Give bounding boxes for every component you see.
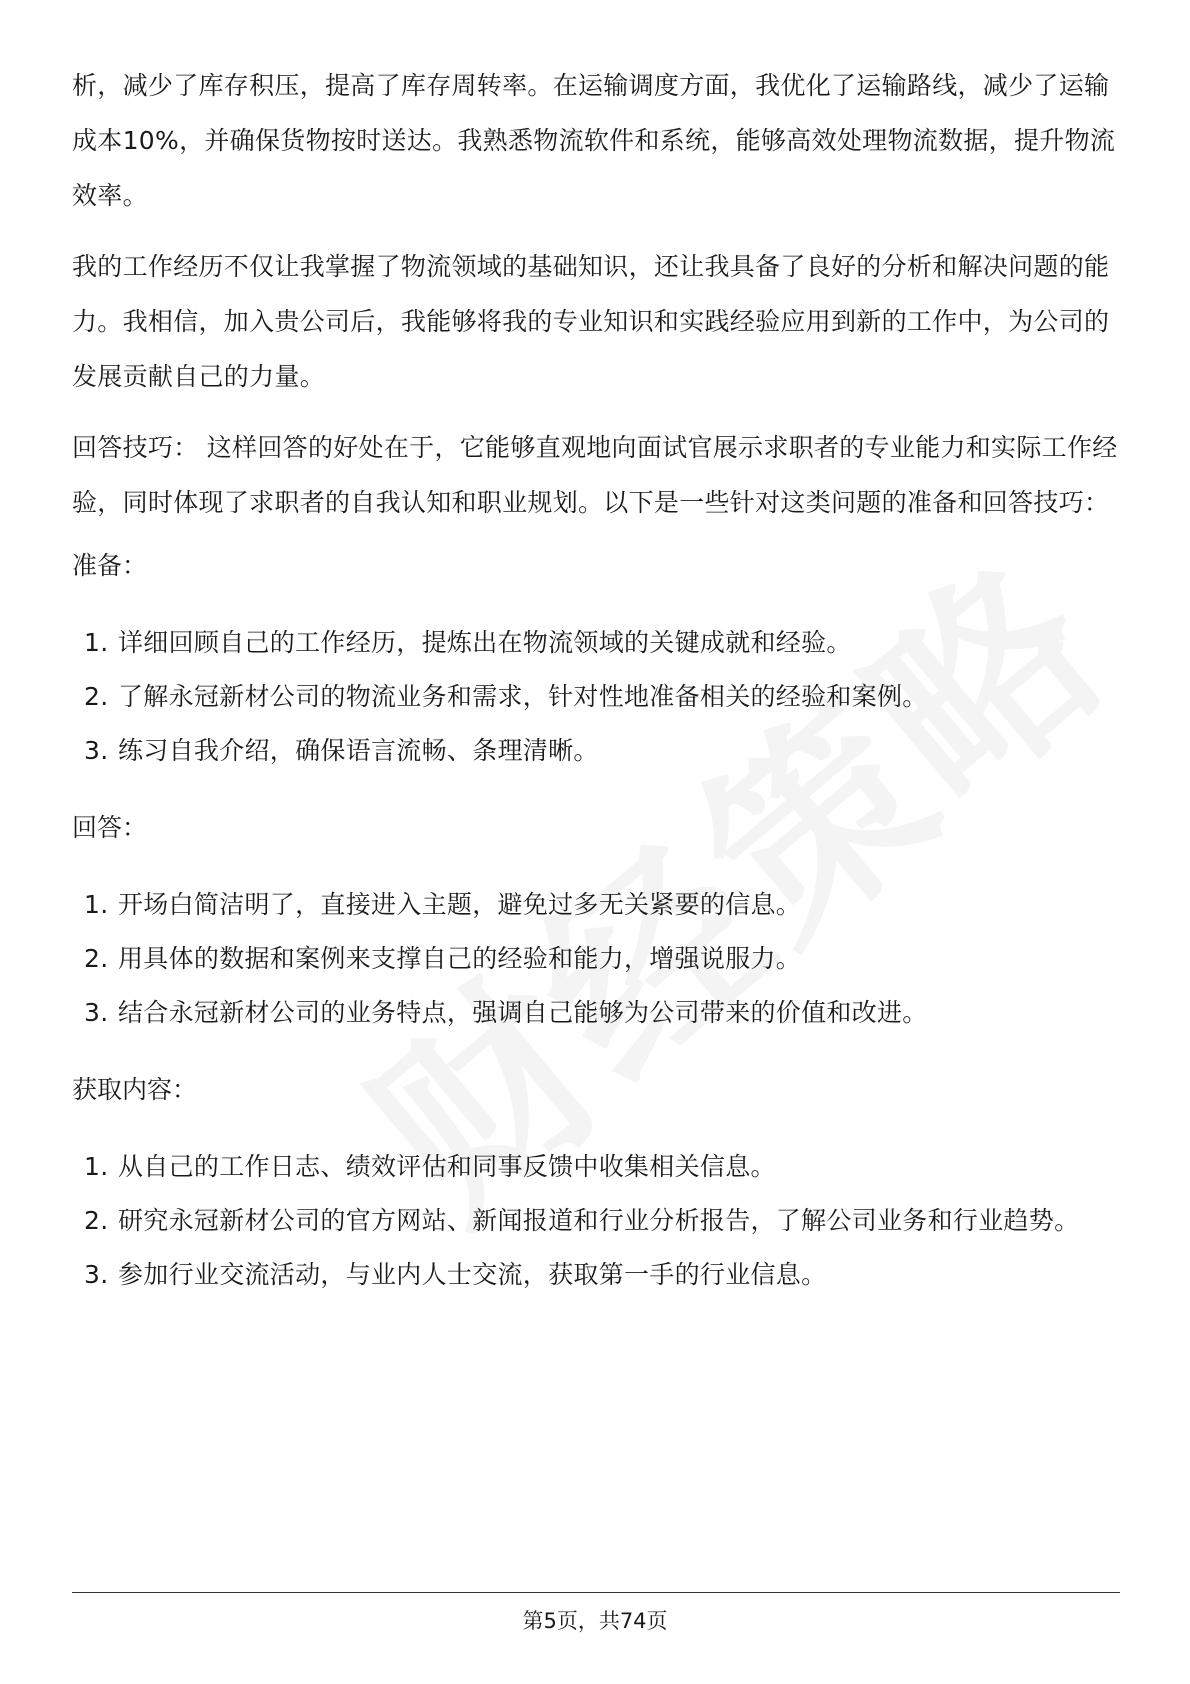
- list-item: [72, 670, 1122, 724]
- list-number: 2.: [84, 682, 109, 711]
- list-number: 2.: [84, 1206, 109, 1235]
- list-item-text: 结合永冠新材公司的业务特点，强调自己能够为公司带来的价值和改进。: [118, 998, 928, 1027]
- list-item: [72, 616, 1122, 670]
- section-heading-answer: 回答：: [72, 813, 148, 842]
- list-item: [72, 724, 1122, 778]
- section-heading-sources: 获取内容：: [72, 1075, 198, 1104]
- list-item-text: 用具体的数据和案例来支撑自己的经验和能力，增强说服力。: [118, 944, 802, 973]
- list-number: 1.: [84, 890, 109, 919]
- list-item: [72, 932, 1122, 986]
- footer-divider: [72, 1592, 1120, 1593]
- list-item: [72, 1194, 1122, 1248]
- paragraph: 回答技巧： 这样回答的好处在于，它能够直观地向面试官展示求职者的专业能力和实际工作经验，同时体现了求职者的自我认知和职业规划。以下是一些针对这类问题的准备和回答技巧：: [72, 433, 1118, 517]
- list-item-text: 研究永冠新材公司的官方网站、新闻报道和行业分析报告，了解公司业务和行业趋势。: [118, 1206, 1080, 1235]
- list-item-text: 从自己的工作日志、绩效评估和同事反馈中收集相关信息。: [118, 1152, 776, 1181]
- list-item: [72, 878, 1122, 932]
- list-number: 3.: [84, 998, 109, 1027]
- list-number: 2.: [84, 944, 109, 973]
- list-item-text: 练习自我介绍，确保语言流畅、条理清晰。: [118, 736, 599, 765]
- list-item: [72, 1140, 1122, 1194]
- list-item-text: 参加行业交流活动，与业内人士交流，获取第一手的行业信息。: [118, 1260, 827, 1289]
- page-number: 第5页，共74页: [522, 1609, 668, 1633]
- list-item-text: 开场白简洁明了，直接进入主题，避免过多无关紧要的信息。: [118, 890, 802, 919]
- page-content: [72, 58, 1122, 1332]
- answer-list: [72, 878, 1122, 1040]
- list-number: 1.: [84, 628, 109, 657]
- paragraph: 析，减少了库存积压，提高了库存周转率。在运输调度方面，我优化了运输路线，减少了运输成本10%，并确保货物按时送达。我熟悉物流软件和系统，能够高效处理物流数据，提升物流效率。: [72, 71, 1116, 210]
- sources-list: [72, 1140, 1122, 1302]
- list-number: 3.: [84, 736, 109, 765]
- list-number: 1.: [84, 1152, 109, 1181]
- paragraph: 我的工作经历不仅让我掌握了物流领域的基础知识，还让我具备了良好的分析和解决问题的能力。我相信，加入贵公司后，我能够将我的专业知识和实践经验应用到新的工作中，为公司的发展贡献自己的力量。: [72, 252, 1110, 391]
- list-number: 3.: [84, 1260, 109, 1289]
- section-heading-prepare: 准备：: [72, 551, 148, 580]
- list-item-text: 详细回顾自己的工作经历，提炼出在物流领域的关键成就和经验。: [118, 628, 852, 657]
- prepare-list: [72, 616, 1122, 778]
- list-item: [72, 986, 1122, 1040]
- list-item-text: 了解永冠新材公司的物流业务和需求，针对性地准备相关的经验和案例。: [118, 682, 928, 711]
- list-item: [72, 1248, 1122, 1302]
